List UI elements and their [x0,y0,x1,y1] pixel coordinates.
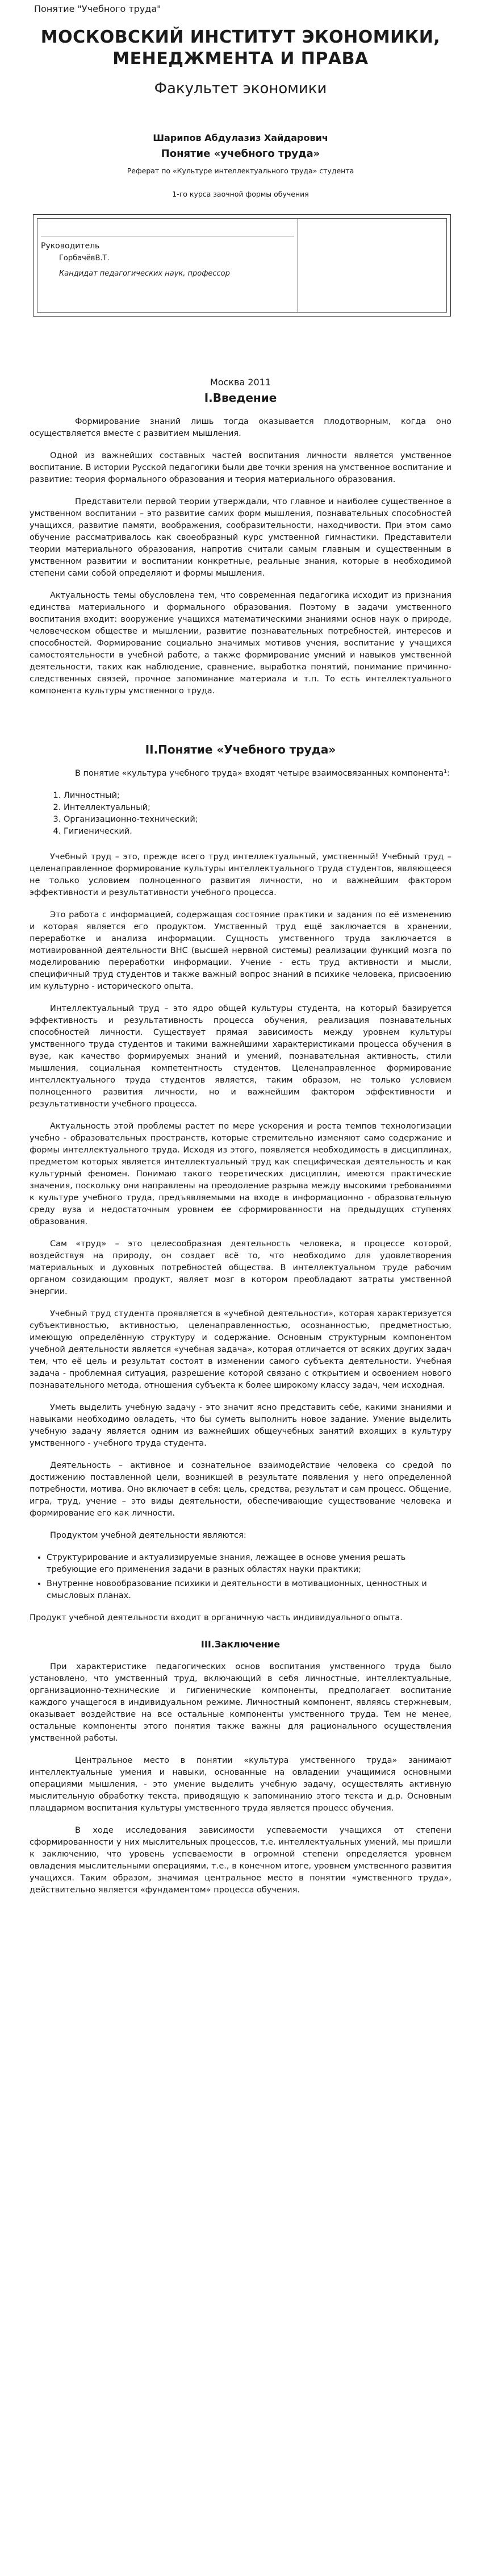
list-item: 1. Личностный; [64,790,451,802]
faculty-title: Факультет экономики [154,80,327,97]
section-title-conclusion: III.Заключение [200,1639,281,1650]
components-list [64,790,451,838]
list-item: • Структурирование и актуализируемые знания, лежащее в основе умения решать требующие его применения задачи в разных областях науки практики; [47,1552,451,1576]
paragraph: Продуктом учебной деятельности являются: [50,1531,246,1540]
section-title-introduction: I.Введение [204,391,277,405]
city-year: Москва 2011 [210,377,271,388]
document-label: Понятие "Учебного труда" [34,3,161,14]
paragraph: Актуальность темы обусловлена тем, что современная педагогика исходит из признания единства материального и формального образования. Поэтому в задачи умственного воспитания входит: вооружение учащихся математическими знаниями основ наук о природе, человеческом обществе и мышлении, развитие познавательных потребностей, интересов и способностей. Формирование социально значимых мотивов учения, воспитание у учащихся самостоятельности в учебной работе, а также формирование умений и навыков умственной деятельности, таких как наблюдение, сравнение, выработка понятий, понимание причинно-следственных связей, прочное запоминание материала и т.п. То есть интеллектуального компонента культуры умственного труда. [30,591,451,696]
list-item: 3. Организационно-технический; [64,814,451,826]
paragraph: Продукт учебной деятельности входит в органичную часть индивидуального опыта. [30,1613,403,1622]
section-title-concept: II.Понятие «Учебного труда» [145,743,336,756]
paragraph: Это работа с информацией, содержащая состояние практики и задания по её изменению и которая является его продуктом. Умственный труд ещё заключается в хранении, переработке и анализа информации. Сущность умственного труда заключается в мотивированной деятельности ВНС (высшей нервной системы) реализации функций мозга по моделированию переработки информации. Учение - есть труд активности и мысли, специфичный труд студентов и также важный вопрос знаний в психике человека, присвоению им культурно - исторического опыта. [30,910,451,991]
paragraph: Учебный труд – это, прежде всего труд интеллектуальный, умственный! Учебный труд – целенаправленное формирование культуры интеллектуального труда студентов, являющееся не только условием полноценного развития личности, но и важнейшим фактором эффективности и результативности учебного процесса. [30,852,451,897]
paragraph: Одной из важнейших составных частей воспитания личности является умственное воспитание. В истории Русской педагогики были две точки зрения на умственное воспитание и развитие: теория формального образования и теория материального образования. [30,451,451,484]
paragraph: В ходе исследования зависимости успеваемости учащихся от степени сформированности у них мыслительных процессов, т.е. интеллектуальных умений, мы пришли к заключению, что уровень успеваемости в огромной степени определяется уровнем овладения мыслительными операциями, т.е., в конечном итоге, уровнем умственного развития учащихся. Таким образом, значимая центральное место в понятии «умственного труда», действительно является «фундаментом» процесса обучения. [30,1826,451,1895]
reference-line: Реферат по «Культуре интеллектуального труда» студента [127,167,354,175]
course-line: 1-го курса заочной формы обучения [172,190,309,198]
signature-cell [298,218,447,313]
list-item: • Внутренне новообразование психики и деятельности в мотивационных, ценностных и смысловых планах. [47,1578,451,1602]
list-item: 2. Интеллектуальный; [64,802,451,814]
supervisor-box [33,214,451,317]
paragraph: Актуальность этой проблемы растет по мере ускорения и роста темпов технологизации учебно - образовательных пространств, которые стремительно изменяют само содержание и формы интеллектуального труда. Исходя из этого, появляется необходимость в дисциплинах, предметом которых является интеллектуальный труд как специфическая деятельность и как культурный феномен. Понимаю такого теоретических дисциплин, имеются практические значения, поскольку они направлены на преодоление разрыва между высокими требованиями к культуре учебного труда, предъявляемыми на входе в информационно - образовательную среду вуза и недостаточным уровнем ее сформированности на предыдущих ступенях образования. [30,1122,451,1226]
paragraph: Сам «труд» – это целесообразная деятельность человека, в процессе которой, воздействуя на природу, он создает всё то, что необходимо для удовлетворения материальных и духовных потребностей общества. В интеллектуальном труде рабочим органом созидающим продукт, являет мозг в котором преобладают затраты умственной энергии. [30,1239,451,1296]
supervisor-degree: Кандидат педагогических наук, профессор [59,269,230,278]
supervisor-cell [37,218,298,313]
paragraph: При характеристике педагогических основ воспитания умственного труда было установлено, что умственный труд, включающий в себя личностные, интеллектуальные, организационно-технические и гигиенические компоненты, предполагает воспитание каждого учащегося в индивидуальном режиме. Личностный компонент, являясь стержневым, оказывает воздействие на все остальные компоненты умственного труда. Тем не менее, остальные компоненты этого понятия также важны для рационального осуществления умственной работы. [30,1662,451,1743]
paragraph: Учебный труд студента проявляется в «учебной деятельности», которая характеризуется субъективностью, активностью, целенаправленностью, осознанностью, предметностью, имеющую определённую структуру и содержание. Основным структурным компонентом учебной деятельности является «учебная задача», которая отличается от всяких других задач тем, что её цель и результат состоят в изменении самого субъекта деятельности. Учебная задача - проблемная ситуация, разрешение которой связано с открытием и освоением нового познавательного метода, отношения субъекта к более широкому классу задач, чем исходная. [30,1309,451,1390]
author-name: Шарипов Абдулазиз Хайдарович [153,132,328,143]
paragraph: Деятельность – активное и сознательное взаимодействие человека со средой по достижению поставленной цели, возникшей в результате появления у него определенной потребности, мотива. Оно включает в себя: цель, средства, результат и сам процесс. Общение, игра, труд, учение – это виды деятельности, обеспечивающие существование человека и формирование его как личности. [30,1461,451,1518]
paragraph: Уметь выделить учебную задачу - это значит ясно представить себе, какими знаниями и навыками необходимо овладеть, что бы суметь выполнить новое задание. Умение выделить учебную задачу является одним из важнейших общеучебных занятий вхоящих в культуру умственного - учебного труда студента. [30,1403,451,1448]
products-list [47,1552,451,1602]
paragraph: Центральное место в понятии «культура умственного труда» занимают интеллектуальные умения и навыки, основанные на овладении учащимися основными операциями мышления, - это умение выделить учебную задачу, осуществлять активную мыслительную обработку текста, приводящую к запоминанию этого текста и д.р. Основным плацдармом воспитания культуры умственного труда является процесс обучения. [30,1756,451,1813]
supervisor-name: ГорбачёвВ.Т. [59,254,110,263]
work-title: Понятие «учебного труда» [161,148,320,160]
institute-title: МОСКОВСКИЙ ИНСТИТУТ ЭКОНОМИКИ, МЕНЕДЖМЕНТА И ПРАВА [40,27,441,69]
paragraph: В понятие «культура учебного труда» входят четыре взаимосвязанных компонента¹: [75,769,450,778]
paragraph: Интеллектуальный труд – это ядро общей культуры студента, на который базируется эффективность и результативность процесса обучения, реализация познавательных способностей личности. Существует прямая зависимость между уровнем культуры умственного труда студентов и такими важнейшими характеристиками процесса обучения в вузе, как качество формируемых знаний и умений, познавательная активность, стили мышления, социальная компетентность студентов. Целенаправленное формирование интеллектуального труда студентов является, таким образом, не только условием полноценного развития личности, но и важнейшим фактором эффективности и результативности учебного процесса. [30,1004,451,1109]
list-item: 4. Гигиенический. [64,826,451,838]
paragraph: Представители первой теории утверждали, что главное и наиболее существенное в умственном воспитании – это развитие самих форм мышления, познавательных способностей учащихся, развитие памяти, воображения, сообразительности, находчивости. При этом само обучение рассматривалось как своеобразный курс умственной гимнастики. Представители теории материального образования, напротив считали самым главным и существенным в умственном развитии и воспитании конкретные, реальные знания, которые в необходимой степени сами собой определяют и формы мышления. [30,497,451,578]
paragraph: Формирование знаний лишь тогда оказывается плодотворным, когда оно осуществляется вместе с развитием мышления. [30,417,451,438]
supervisor-label: Руководитель [41,242,100,251]
